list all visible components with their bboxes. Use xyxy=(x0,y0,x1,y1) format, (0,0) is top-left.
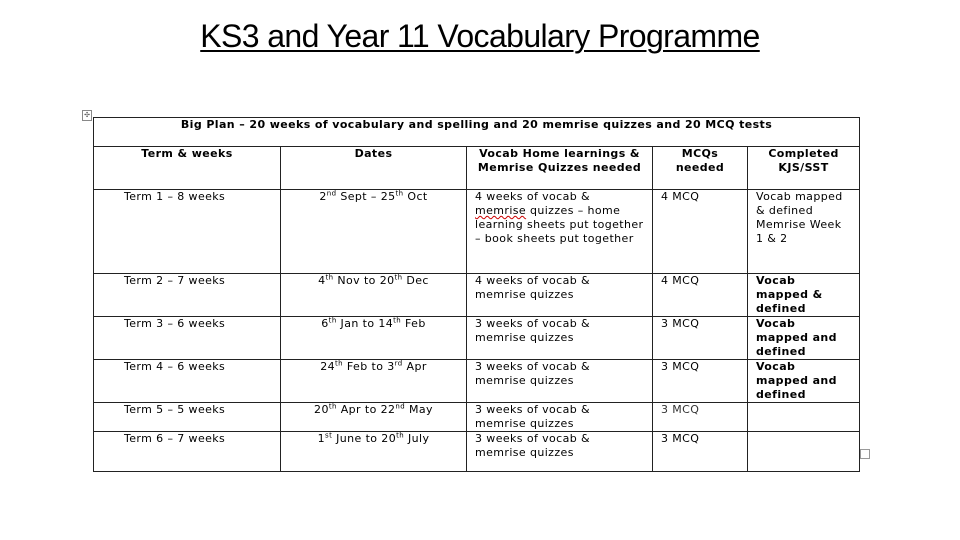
vocab-cell: 3 weeks of vocab & memrise quizzes xyxy=(467,432,653,472)
table-image xyxy=(93,117,859,459)
mcq-cell: 4 MCQ xyxy=(653,274,748,317)
vocab-cell: 4 weeks of vocab & memrise quizzes xyxy=(467,274,653,317)
term-cell: Term 1 – 8 weeks xyxy=(94,190,281,274)
dates-cell: 20th Apr to 22nd May xyxy=(281,403,467,432)
dates-cell: 24th Feb to 3rd Apr xyxy=(281,360,467,403)
vocab-cell: 3 weeks of vocab & memrise quizzes xyxy=(467,403,653,432)
anchor-icon[interactable]: ✣ xyxy=(82,110,92,121)
table-row xyxy=(94,190,860,274)
table-heading-row xyxy=(94,118,860,147)
completed-cell: Vocab mapped & defined Memrise Week 1 & 2 xyxy=(748,190,860,274)
dates-cell: 4th Nov to 20th Dec xyxy=(281,274,467,317)
completed-cell xyxy=(748,403,860,432)
mcq-cell: 3 MCQ xyxy=(653,432,748,472)
table-row xyxy=(94,360,860,403)
table-row xyxy=(94,403,860,432)
mcq-cell: 3 MCQ xyxy=(653,360,748,403)
dates-cell: 1st June to 20th July xyxy=(281,432,467,472)
dates-cell: 6th Jan to 14th Feb xyxy=(281,317,467,360)
column-header: Term & weeks xyxy=(94,147,281,190)
term-cell: Term 6 – 7 weeks xyxy=(94,432,281,472)
column-header: Vocab Home learnings & Memrise Quizzes needed xyxy=(467,147,653,190)
column-header: MCQs needed xyxy=(653,147,748,190)
mcq-cell: 3 MCQ xyxy=(653,403,748,432)
completed-cell: Vocab mapped & defined xyxy=(748,274,860,317)
big-plan-table xyxy=(93,117,860,472)
table-row xyxy=(94,432,860,472)
mcq-cell: 4 MCQ xyxy=(653,190,748,274)
vocab-cell: 3 weeks of vocab & memrise quizzes xyxy=(467,360,653,403)
vocab-cell: 3 weeks of vocab & memrise quizzes xyxy=(467,317,653,360)
term-cell: Term 5 – 5 weeks xyxy=(94,403,281,432)
term-cell: Term 3 – 6 weeks xyxy=(94,317,281,360)
mcq-cell: 3 MCQ xyxy=(653,317,748,360)
spellcheck-underline: memrise xyxy=(475,204,527,217)
dates-cell: 2nd Sept – 25th Oct xyxy=(281,190,467,274)
table-row xyxy=(94,274,860,317)
table-heading: Big Plan – 20 weeks of vocabulary and spelling and 20 memrise quizzes and 20 MCQ tests xyxy=(94,118,860,147)
column-header: Dates xyxy=(281,147,467,190)
column-header: Completed KJS/SST xyxy=(748,147,860,190)
table-row xyxy=(94,317,860,360)
term-cell: Term 4 – 6 weeks xyxy=(94,360,281,403)
slide-title: KS3 and Year 11 Vocabulary Programme xyxy=(200,18,760,54)
completed-cell xyxy=(748,432,860,472)
completed-cell: Vocab mapped and defined xyxy=(748,317,860,360)
term-cell: Term 2 – 7 weeks xyxy=(94,274,281,317)
completed-cell: Vocab mapped and defined xyxy=(748,360,860,403)
vocab-cell: 4 weeks of vocab & memrise quizzes – home learning sheets put together – book sheets put together xyxy=(467,190,653,274)
column-header-row xyxy=(94,147,860,190)
resize-handle-icon[interactable] xyxy=(860,449,870,459)
